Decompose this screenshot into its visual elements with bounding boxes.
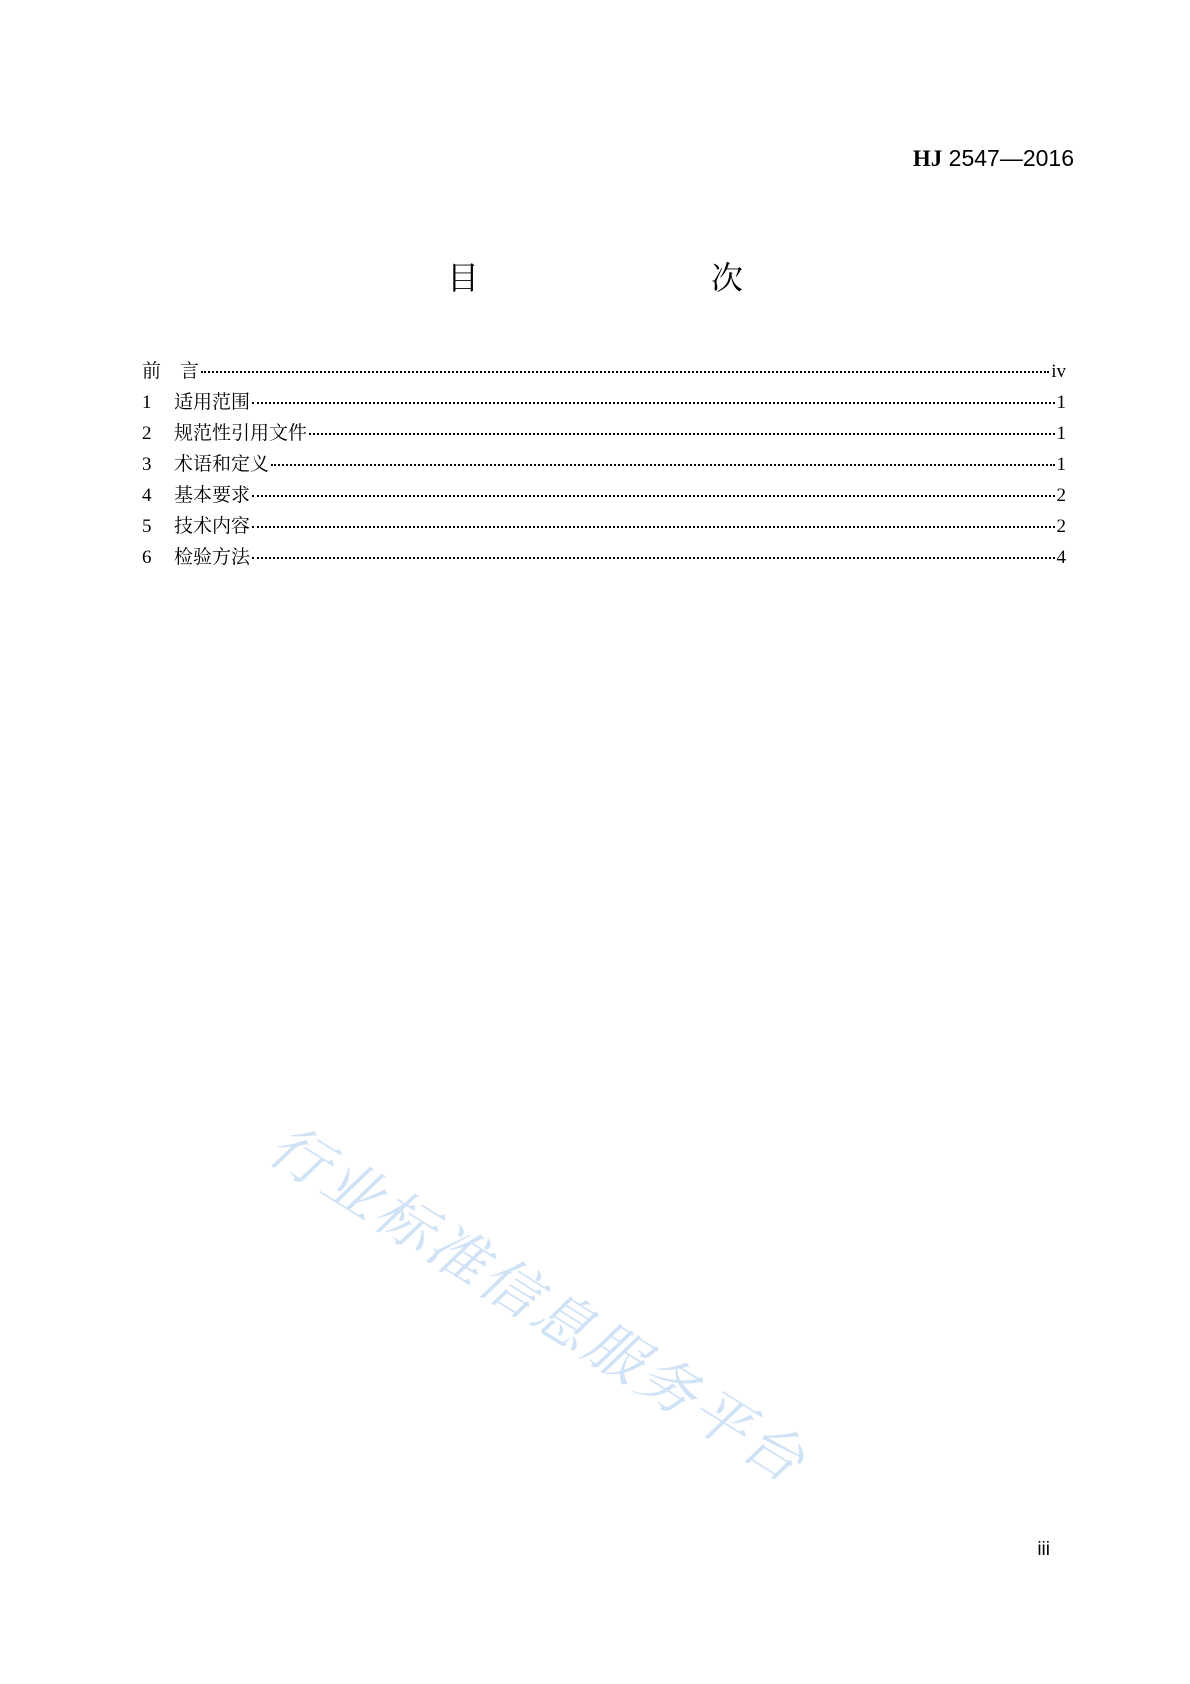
toc-entry-page: iv	[1051, 361, 1066, 382]
toc-entry-normative-references[interactable]	[142, 418, 1066, 449]
toc-entry-page: 1	[1056, 423, 1066, 444]
toc-dot-leader	[252, 557, 1054, 559]
toc-entry-number: 2	[142, 423, 152, 444]
toc-entry-basic-requirements[interactable]	[142, 480, 1066, 511]
standard-prefix: HJ	[912, 146, 943, 171]
standard-number: 2547—2016	[948, 145, 1074, 171]
toc-entry-test-methods[interactable]	[142, 542, 1066, 573]
toc-dot-leader	[252, 495, 1054, 497]
toc-entry-number: 1	[142, 392, 152, 413]
toc-entry-label: 术语和定义	[174, 453, 270, 475]
toc-entry-label: 技术内容	[174, 515, 251, 537]
toc-entry-number: 6	[142, 547, 152, 568]
page-title: 目 次	[446, 259, 799, 297]
toc-entry-label: 规范性引用文件	[174, 422, 308, 444]
watermark: 行业标准信息服务平台	[257, 1111, 819, 1498]
toc-dot-leader	[309, 433, 1054, 435]
toc-entry-number: 3	[142, 454, 152, 475]
toc-entry-page: 2	[1056, 485, 1066, 506]
toc-entry-page: 1	[1056, 392, 1066, 413]
toc-dot-leader	[201, 371, 1049, 373]
toc-dot-leader	[252, 402, 1054, 404]
toc-entry-foreword[interactable]	[142, 356, 1066, 387]
toc-entry-label: 基本要求	[174, 484, 251, 506]
table-of-contents	[142, 356, 1066, 573]
toc-entry-label: 适用范围	[174, 391, 251, 413]
toc-entry-page: 1	[1056, 454, 1066, 475]
toc-entry-technical-content[interactable]	[142, 511, 1066, 542]
toc-entry-label: 检验方法	[174, 546, 251, 568]
toc-dot-leader	[252, 526, 1054, 528]
toc-entry-number: 4	[142, 485, 152, 506]
toc-dot-leader	[271, 464, 1054, 466]
toc-entry-label: 前 言	[142, 360, 200, 382]
page-number: iii	[1037, 1539, 1050, 1560]
toc-entry-number: 5	[142, 516, 152, 537]
toc-entry-terms-definitions[interactable]	[142, 449, 1066, 480]
toc-entry-scope[interactable]	[142, 387, 1066, 418]
toc-entry-page: 2	[1056, 516, 1066, 537]
standard-code	[913, 144, 1074, 173]
toc-entry-page: 4	[1056, 547, 1066, 568]
